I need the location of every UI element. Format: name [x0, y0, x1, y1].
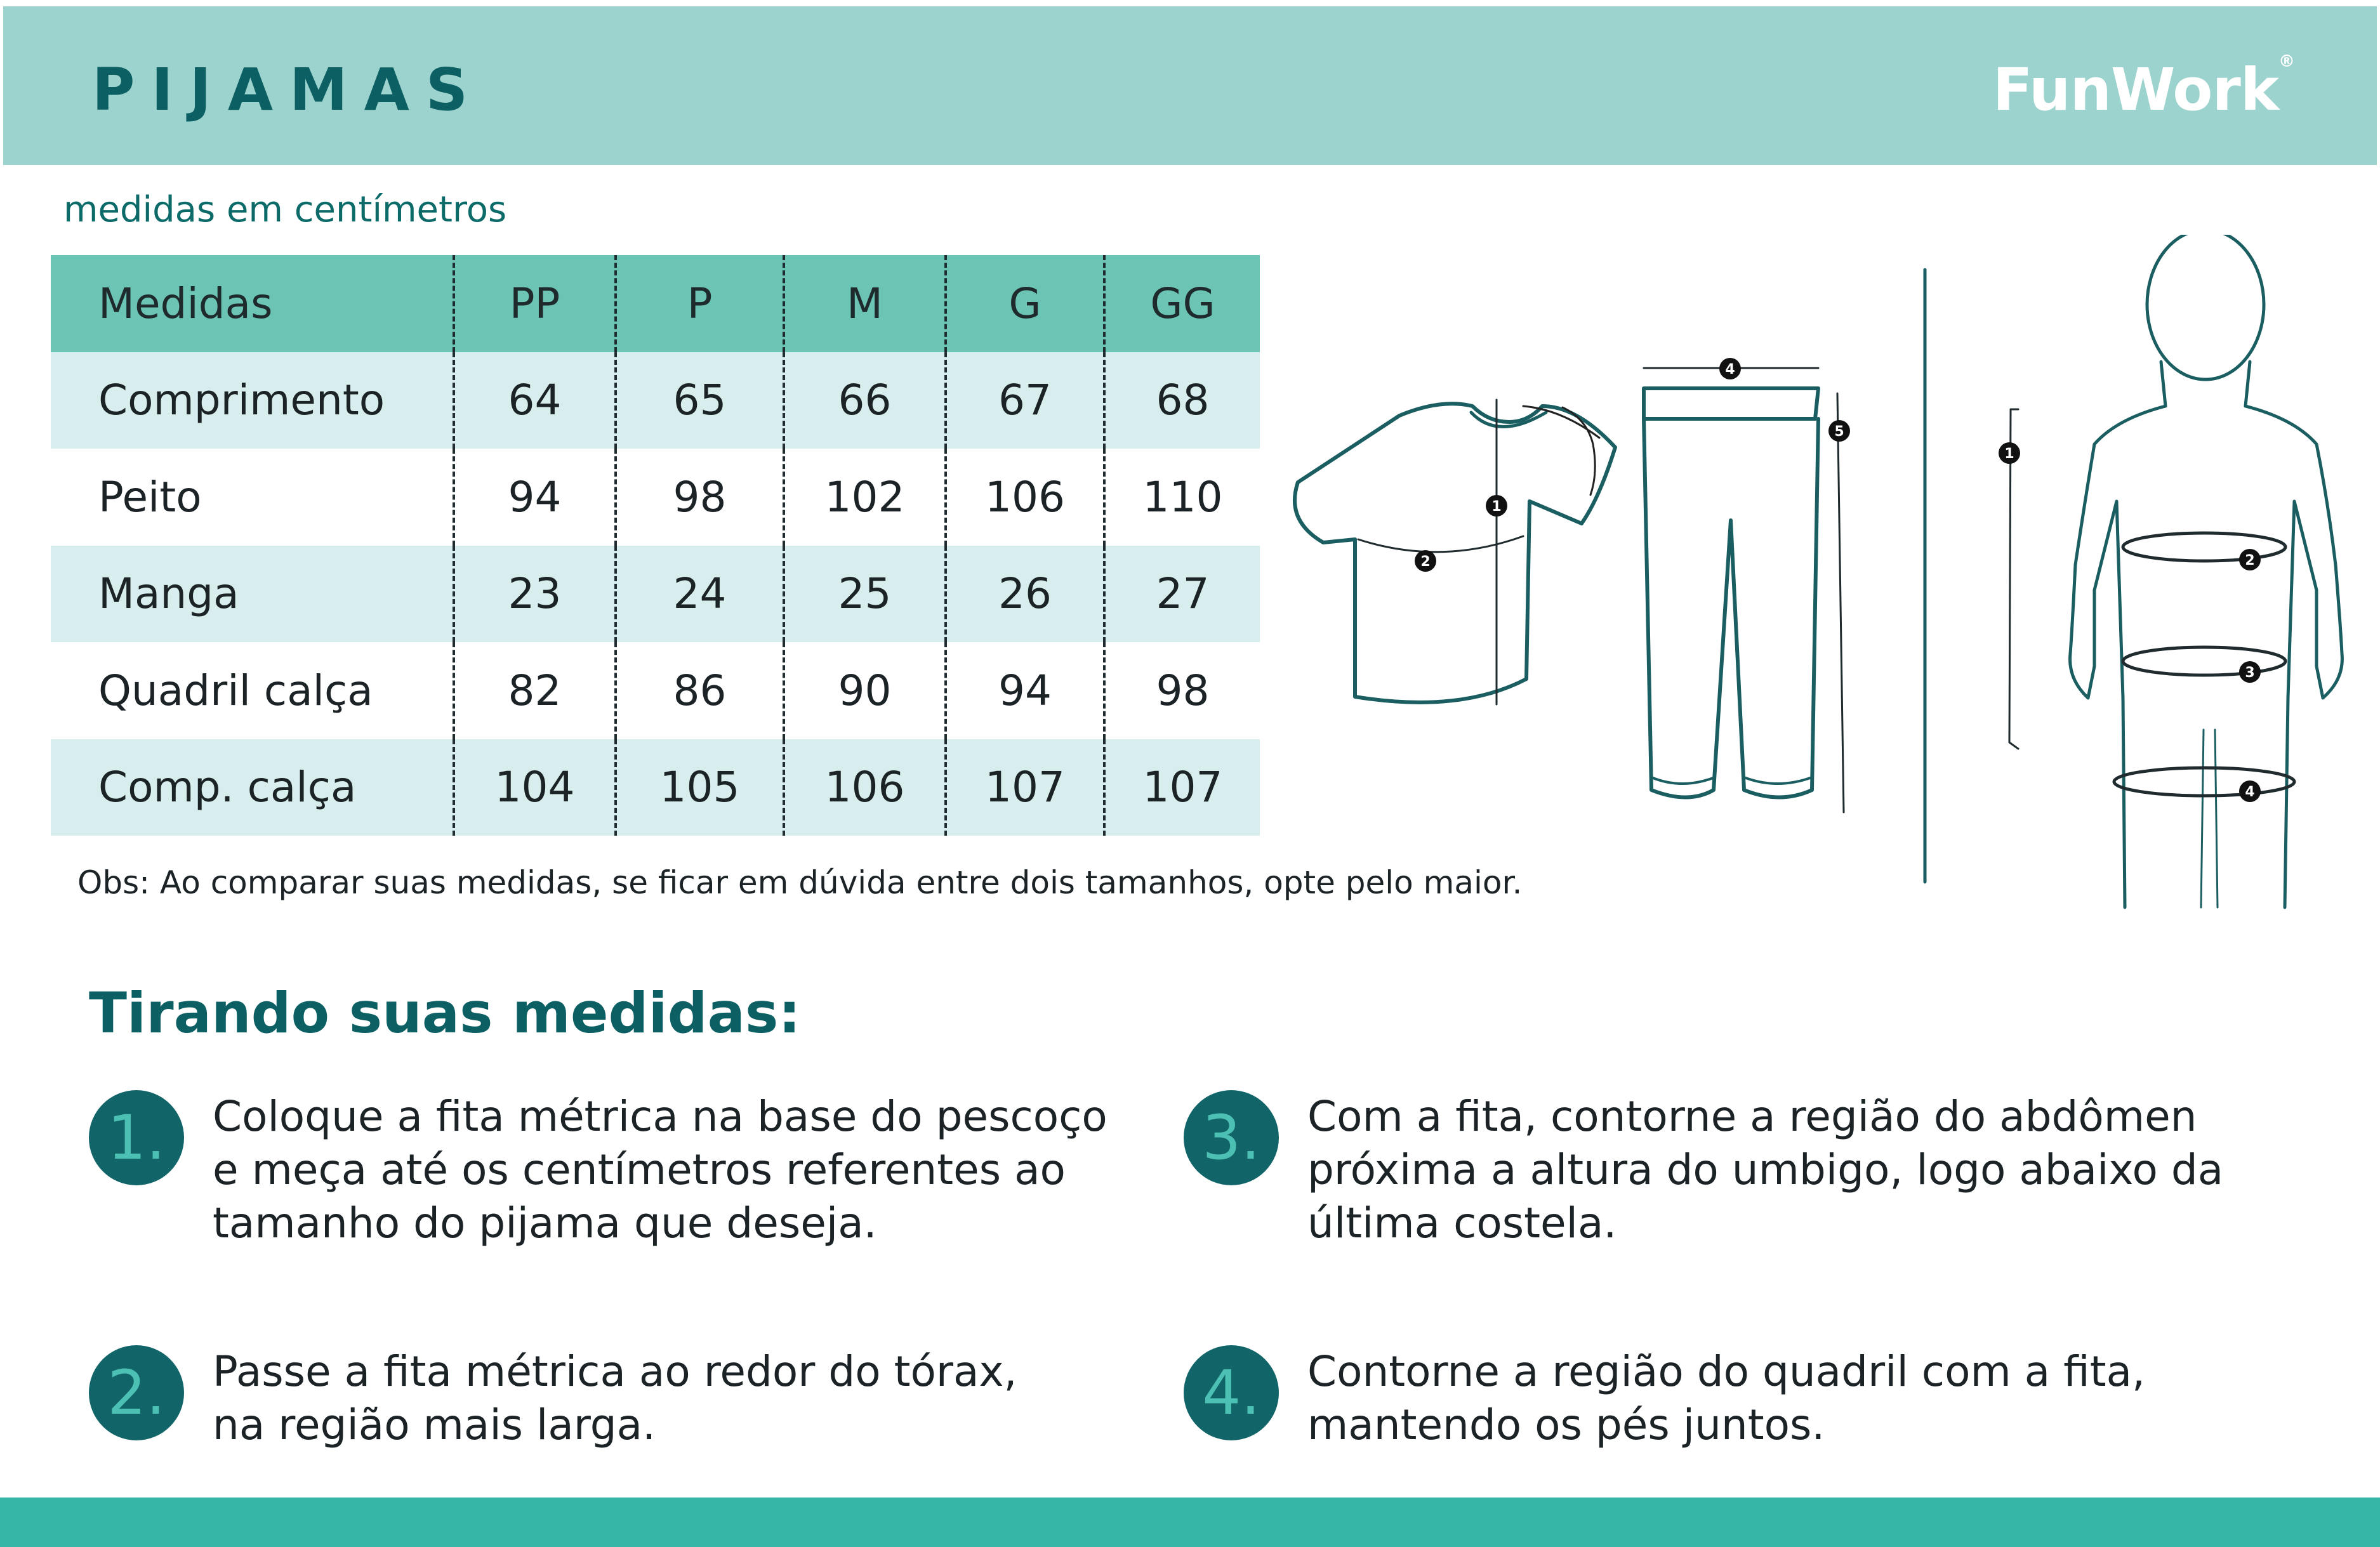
step-text: Coloque a fita métrica na base do pescoço e meça até os centímetros referentes ao tamanho do pijama que deseja. [213, 1092, 1107, 1247]
brand-name: FunWork [1992, 56, 2278, 124]
table-cell: 110 [1104, 449, 1260, 546]
column-header: M [784, 255, 946, 352]
table-cell: 86 [616, 642, 784, 739]
registered-mark: ® [2278, 52, 2294, 71]
footer-bar [0, 1498, 2380, 1547]
table-cell: 68 [1104, 352, 1260, 449]
table-cell: 24 [616, 546, 784, 643]
row-label: Quadril calça [98, 666, 373, 715]
table-cell: 26 [946, 546, 1104, 643]
table-cell: 90 [784, 642, 946, 739]
row-label: Peito [98, 472, 202, 522]
tshirt-icon [1295, 404, 1615, 702]
table-row [51, 739, 1260, 836]
table-cell: 23 [454, 546, 616, 643]
pants-icon [1644, 388, 1818, 798]
table-header-row [51, 255, 1260, 352]
column-header: Medidas [51, 255, 454, 352]
table-cell: 82 [454, 642, 616, 739]
table-row [51, 449, 1260, 546]
table-cell: 94 [946, 642, 1104, 739]
pants-marker-5: 5 [1834, 424, 1844, 440]
measurement-illustration [1269, 235, 2380, 920]
marker-badges [1415, 358, 2261, 802]
table-cell: 65 [616, 352, 784, 449]
sizing-note: Obs: Ao comparar suas medidas, se ficar em dúvida entre dois tamanhos, opte pelo maior. [77, 864, 1523, 901]
body-marker-1: 1 [2004, 446, 2014, 462]
step-number-badge: 2. [89, 1345, 184, 1440]
shirt-marker-2: 2 [1420, 554, 1431, 570]
table-cell: 102 [784, 449, 946, 546]
pants-marker-4: 4 [1725, 362, 1735, 378]
table-row [51, 642, 1260, 739]
table-cell: 106 [784, 739, 946, 836]
body-marker-4: 4 [2245, 784, 2255, 800]
table-cell: 104 [454, 739, 616, 836]
shirt-marker-1: 1 [1491, 499, 1502, 515]
table-cell: 67 [946, 352, 1104, 449]
row-label: Comp. calça [51, 739, 454, 836]
column-header: GG [1104, 255, 1260, 352]
step-number-badge: 4. [1184, 1345, 1279, 1440]
body-silhouette-icon [2070, 235, 2343, 907]
table-cell: 64 [454, 352, 616, 449]
column-header: PP [454, 255, 616, 352]
table-cell: 107 [1104, 739, 1260, 836]
page-title: PIJAMAS [92, 56, 485, 124]
units-subtitle: medidas em centímetros [63, 189, 507, 230]
step-number-badge: 3. [1184, 1090, 1279, 1185]
column-header: G [946, 255, 1104, 352]
step-text: Contorne a região do quadril com a fita, mantendo os pés juntos. [1307, 1347, 2146, 1449]
header-banner [3, 6, 2377, 165]
table-cell: 107 [946, 739, 1104, 836]
body-marker-2: 2 [2245, 553, 2255, 569]
table-row [51, 546, 1260, 643]
table-cell: 27 [1104, 546, 1260, 643]
row-label: Manga [51, 546, 454, 643]
table-cell: 66 [784, 352, 946, 449]
brand-logo [1992, 52, 2294, 124]
column-header: P [616, 255, 784, 352]
table-cell: 98 [1104, 642, 1260, 739]
table-cell: 106 [946, 449, 1104, 546]
body-marker-3: 3 [2245, 665, 2255, 681]
table-cell: 98 [616, 449, 784, 546]
step-text: Com a fita, contorne a região do abdômen próxima a altura do umbigo, logo abaixo da última costela. [1307, 1092, 2224, 1247]
row-label: Comprimento [51, 352, 454, 449]
step-text: Passe a fita métrica ao redor do tórax, na região mais larga. [213, 1347, 1017, 1449]
table-cell: 105 [616, 739, 784, 836]
step-number-badge: 1. [89, 1090, 184, 1185]
size-table [51, 255, 1260, 836]
table-row [51, 352, 1260, 449]
instructions-heading: Tirando suas medidas: [89, 980, 801, 1046]
table-cell: 25 [784, 546, 946, 643]
table-cell: 94 [454, 449, 616, 546]
